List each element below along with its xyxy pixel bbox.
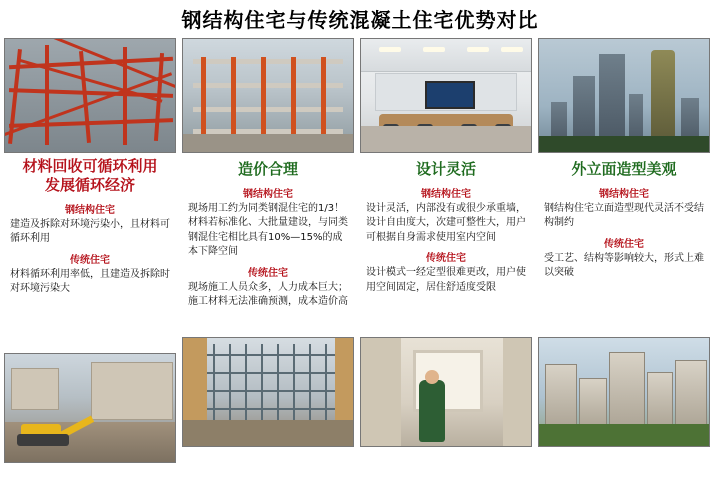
modern-office-interior-photo xyxy=(360,38,532,153)
column-text-blocks xyxy=(182,181,354,331)
column-heading xyxy=(22,157,157,195)
traditional-text: 现场施工人员众多，人力成本巨大；施工材料无法准确预测，成本造价高 xyxy=(188,281,348,308)
column-heading-line1: 材料回收可循环利用 xyxy=(22,157,158,175)
steel-text: 现场用工约为同类钢混住宅的1/3！材料若标准化、大批量建设，与同类钢混住宅相比具有10%—15%的成本下降空间 xyxy=(188,202,348,258)
column-heading-line2: 发展循环经济 xyxy=(44,175,135,194)
traditional-text: 受工艺、结构等影响较大，形式上难以突破 xyxy=(544,252,704,279)
steel-label: 钢结构住宅 xyxy=(599,188,649,200)
column-design-flexibility xyxy=(360,38,532,463)
steel-frame-structure-photo xyxy=(4,38,176,153)
steel-label: 钢结构住宅 xyxy=(421,188,471,200)
column-heading: 外立面造型美观 xyxy=(571,160,677,178)
demolition-excavator-photo xyxy=(4,353,176,463)
construction-site-steel-frame-photo xyxy=(182,38,354,153)
steel-text: 建造及拆除对环境污染小，且材料可循环利用 xyxy=(10,218,170,244)
page-title: 钢结构住宅与传统混凝土住宅优势对比 xyxy=(181,8,539,32)
traditional-label: 传统住宅 xyxy=(248,267,288,279)
column-text-blocks xyxy=(4,197,176,347)
traditional-label: 传统住宅 xyxy=(70,254,110,266)
column-facade-aesthetics xyxy=(538,38,710,463)
traditional-text: 材料循环利用率低，且建造及拆除时对环境污染大 xyxy=(10,268,170,294)
steel-label: 钢结构住宅 xyxy=(65,204,115,216)
column-text-blocks xyxy=(360,181,532,331)
traditional-text: 设计模式一经定型很难更改，用户使用空间固定，居住舒适度受限 xyxy=(366,267,526,293)
steel-text: 设计灵活，内部没有或很少承重墙，设计自由度大，次建可整性大，用户可根据自身需求使用室内空间 xyxy=(366,202,526,243)
comparison-columns xyxy=(0,38,720,463)
rebar-formwork-site-photo xyxy=(182,337,354,447)
residential-buildings-photo xyxy=(538,337,710,447)
steel-label: 钢结构住宅 xyxy=(243,188,293,200)
interior-plastering-worker-photo xyxy=(360,337,532,447)
column-heading: 造价合理 xyxy=(237,160,298,178)
column-material-recycling xyxy=(4,38,176,463)
column-cost xyxy=(182,38,354,463)
modern-skyline-towers-photo xyxy=(538,38,710,153)
steel-text: 钢结构住宅立面造型现代灵活不受结构制约 xyxy=(544,202,704,229)
column-text-blocks xyxy=(538,181,710,331)
column-heading: 设计灵活 xyxy=(415,160,476,178)
traditional-label: 传统住宅 xyxy=(426,253,466,265)
traditional-label: 传统住宅 xyxy=(604,238,644,250)
